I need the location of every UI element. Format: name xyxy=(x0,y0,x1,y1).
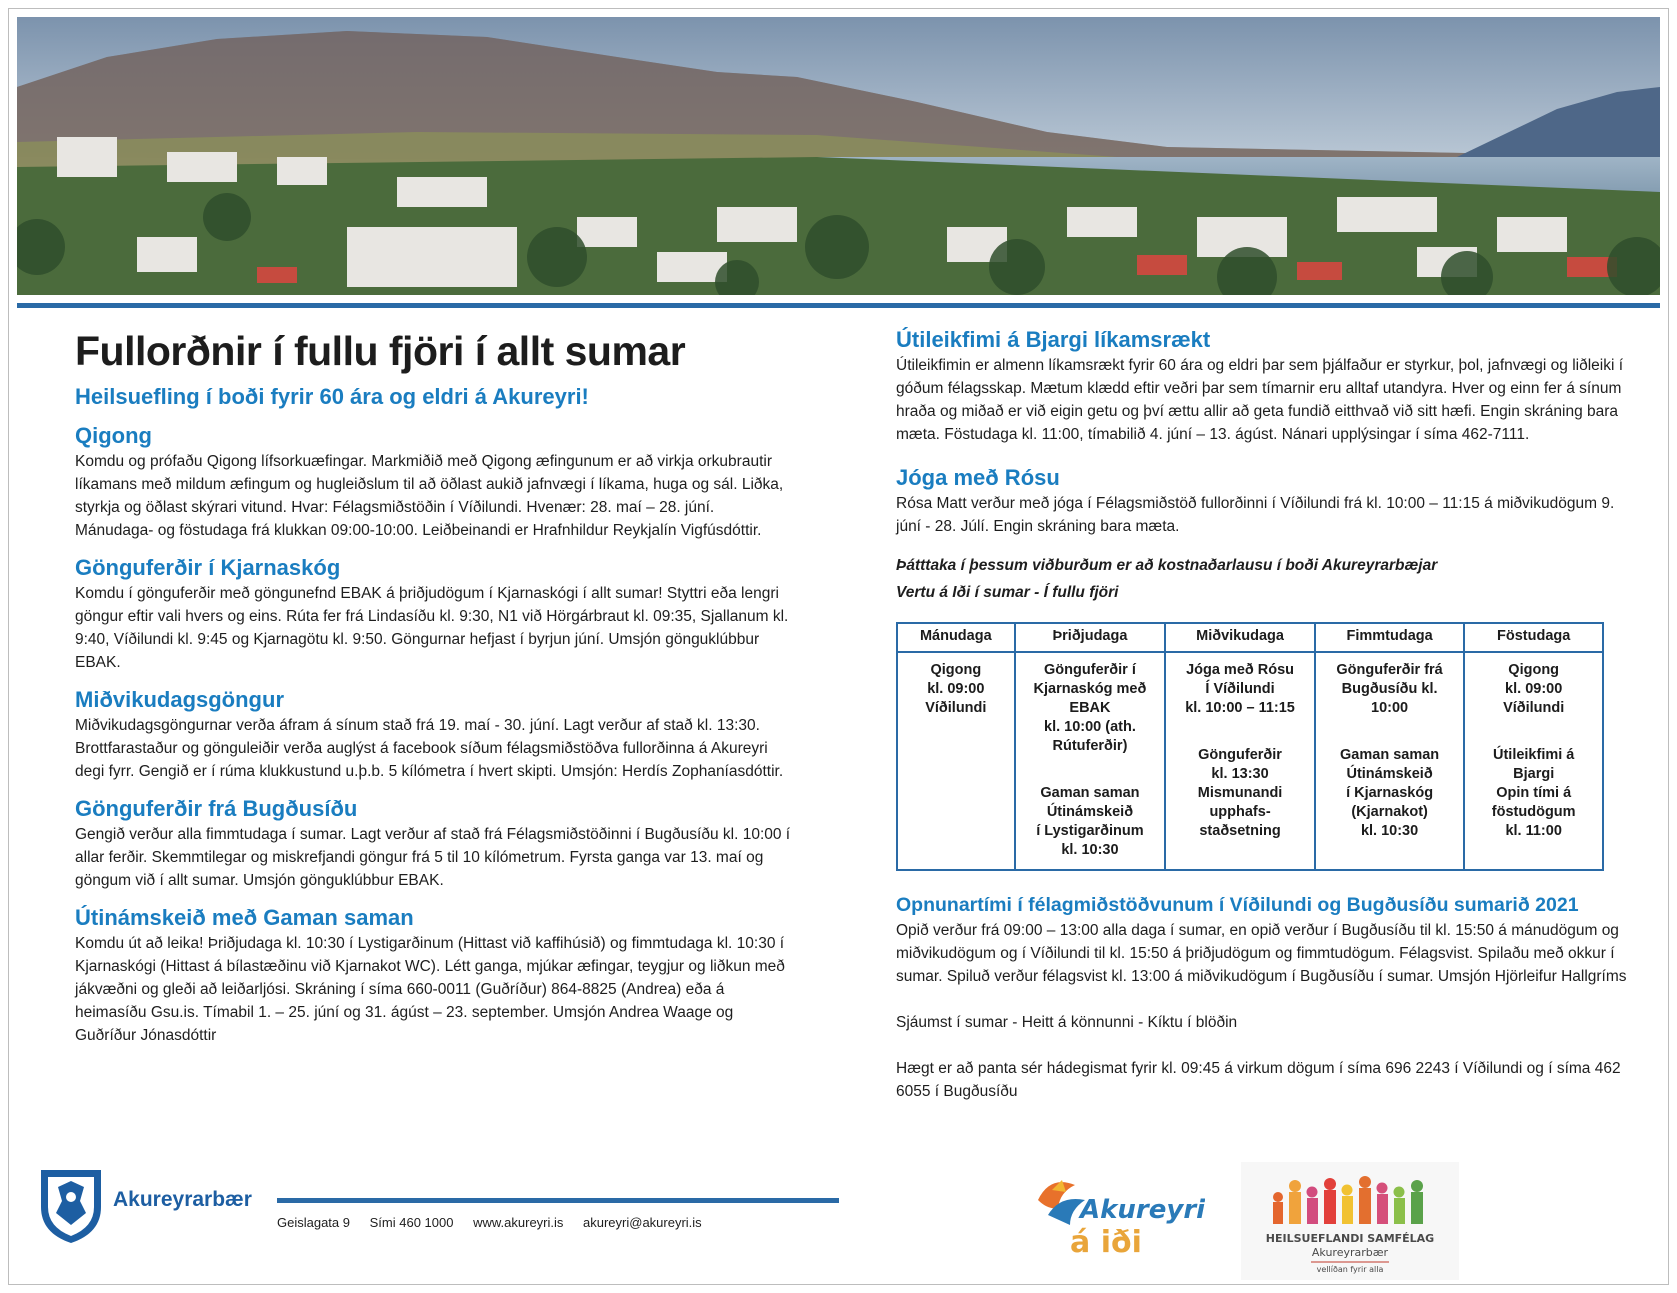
cell-line: EBAK xyxy=(1069,700,1111,716)
section-body: Komdu út að leika! Þriðjudaga kl. 10:30 í Lystigarðinum (Hittast við kaffihúsið) og fimmtudaga kl. 10:30 í Kjarnaskógi (Hittast á bílastæðinu við Kjarnakot WC). Létt ganga, mjúkar æfingar, teygjur og liðkun með jákvæðni og gleði að leiðarljósi. Skráning í síma 660-0011 (Guðríður) 864-8825 (Andrea) eða á heimasíðu Gsu.is. Tímabil 1. – 25. júní og 31. ágúst – 23. september. Umsjón Andrea Waage og Guðríður Jónasdóttir xyxy=(75,935,785,1044)
cell-line: Í Víðilundi xyxy=(1205,681,1275,697)
section-body: Komdu í gönguferðir með göngunefnd EBAK á þriðjudögum í Kjarnaskógi í allt sumar! Styttri eða lengri göngur eftir vali hvers og eins. Rúta fer frá Lindasíðu kl. 9:30, N1 við Hörgárbraut kl. 09:35, Sjallanum kl. 9:40, Víðilundi kl. 9:45 og Kjarnagötu kl. 9:50. Göngurnar hefjast í byrjun júní. Umsjón gönguklúbbur EBAK. xyxy=(75,585,789,671)
cell-line: kl. 11:00 xyxy=(1505,823,1562,839)
cell-line: (Kjarnakot) xyxy=(1351,804,1428,820)
cell-gap xyxy=(1022,770,1159,784)
cell-line: Gönguferðir í xyxy=(1044,662,1136,678)
cell-line: kl. 13:30 xyxy=(1211,766,1269,782)
cell-line: Kjarnaskóg með xyxy=(1033,681,1147,697)
top-divider xyxy=(17,303,1660,308)
schedule-cell-wed xyxy=(1165,652,1315,870)
schedule-header-fri: Föstudaga xyxy=(1464,623,1603,652)
cell-line: Jóga með Rósu xyxy=(1186,662,1295,678)
section-heading: Útinámskeið með Gaman saman xyxy=(75,905,414,930)
schedule-header-wed: Miðvikudaga xyxy=(1165,623,1315,652)
cell-line: kl. 09:00 xyxy=(1505,681,1563,697)
opening-line-3: Hægt er að panta sér hádegismat fyrir kl. 09:45 á virkum dögum í síma 696 2243 í Víðilundi og í síma 462 6055 í Bugðusíðu xyxy=(896,1060,1621,1100)
notice-line-1: Þátttaka í þessum viðburðum er að kostnaðarlausu í boði Akureyrarbæjar xyxy=(896,557,1438,574)
cell-line: Qigong xyxy=(1508,662,1560,678)
section-gonguferdir-bugdusidu xyxy=(75,795,795,892)
heilsueflandi-samfelag-logo xyxy=(1241,1162,1459,1280)
cell-line: kl. 10:00 (ath. xyxy=(1044,719,1136,735)
cell-line: Gaman saman xyxy=(1340,747,1440,763)
section-heading: Qigong xyxy=(75,423,152,448)
section-gonguferdir-kjarnaskog xyxy=(75,554,795,674)
cell-line: Víðilundi xyxy=(925,700,987,716)
logo-text-a-idi: á iði xyxy=(1070,1225,1142,1260)
cell-line: kl. 10:30 xyxy=(1360,823,1419,839)
cell-line: Gaman saman xyxy=(1040,785,1140,801)
cell-line: í Kjarnaskóg xyxy=(1346,785,1434,801)
schedule-cell-thu xyxy=(1315,652,1465,870)
section-utileikfimi xyxy=(896,326,1636,446)
section-body: Opið verður frá 09:00 – 13:00 alla daga í sumar, en opið verður í Bugðusíðu til kl. 15:50 á mánudögum og miðvikudögum og í Víðilundi til kl. 15:50 á þriðjudögum og fimmtudögum. Félagsvist. Spilaðu með okkur í sumar. Spiluð verður félagsvist kl. 13:00 á miðvikudögum í Bugðusíðu í sumar. Umsjón Hjörleifur Hallgríms xyxy=(896,922,1627,985)
section-qigong xyxy=(75,422,795,542)
schedule-cell-fri xyxy=(1464,652,1603,870)
cell-line: Gönguferðir frá xyxy=(1336,662,1443,678)
cell-line: kl. 10:30 xyxy=(1061,842,1119,858)
schedule-header-row xyxy=(897,623,1603,652)
cell-line: staðsetning xyxy=(1199,823,1281,839)
schedule-header-mon: Mánudaga xyxy=(897,623,1015,652)
banner-image xyxy=(17,17,1660,295)
opening-line-2: Sjáumst í sumar - Heitt á könnunni - Kíktu í blöðin xyxy=(896,1014,1238,1031)
footer-contact xyxy=(277,1215,718,1230)
akureyri-a-idi-logo xyxy=(1030,1170,1205,1260)
logo-text-heilsueflandi: HEILSUEFLANDI SAMFÉLAG xyxy=(1265,1232,1435,1245)
page-title: Fullorðnir í fullu fjöri í allt sumar xyxy=(75,328,686,374)
section-joga xyxy=(896,464,1636,538)
cell-line: í Lystigarðinum xyxy=(1036,823,1144,839)
section-heading: Gönguferðir í Kjarnaskóg xyxy=(75,555,341,580)
cell-line: Gönguferðir xyxy=(1198,747,1282,763)
right-column xyxy=(896,326,1636,1103)
schedule-table xyxy=(896,622,1604,871)
cell-gap xyxy=(1172,732,1308,746)
cell-line: Bjargi xyxy=(1513,766,1555,782)
cell-line: Útileikfimi á xyxy=(1492,747,1575,763)
left-column xyxy=(75,322,795,1047)
cell-line: kl. 09:00 xyxy=(927,681,985,697)
cell-line: kl. 10:00 – 11:15 xyxy=(1185,700,1295,716)
section-utinamskeid xyxy=(75,904,795,1047)
section-opening-hours xyxy=(896,891,1636,1103)
schedule-cell-tue xyxy=(1015,652,1166,870)
logo-text-akureyri: Akureyri xyxy=(1080,1195,1205,1225)
section-heading: Opnunartími í félagmiðstöðvunum í Víðilundi og Bugðusíðu sumarið 2021 xyxy=(896,894,1579,916)
akureyrarbaer-shield-icon xyxy=(38,1167,104,1245)
cell-line: Mismunandi xyxy=(1197,785,1283,801)
cell-line: Víðilundi xyxy=(1503,700,1565,716)
cell-gap xyxy=(1471,732,1596,746)
section-body: Miðvikudagsgöngurnar verða áfram á sínum stað frá 19. maí - 30. júní. Lagt verður af stað kl. 13:30. Brottfarastaður og gönguleiðir verða auglýst á facebook síðum félagsmiðstöðva fullorðinna á Akureyri degi fyrr. Gengið er í rúma klukkustund u.þ.b. 5 kílómetra í hvert skipti. Umsjón: Herdís Zophaníasdóttir. xyxy=(75,717,784,780)
schedule-cell-mon xyxy=(897,652,1015,870)
schedule-row xyxy=(897,652,1603,870)
page-subtitle: Heilsuefling í boði fyrir 60 ára og eldri á Akureyri! xyxy=(75,384,589,409)
cell-gap xyxy=(1172,718,1308,732)
cell-gap xyxy=(1322,718,1458,732)
section-body: Útileikfimin er almenn líkamsrækt fyrir 60 ára og eldri þar sem þjálfaður er styrkur, þol, jafnvægi og liðleiki í góðum félagsskap. Mætum klædd eftir veðri þar sem tímarnir eru alltaf utandyra. Hver og einn fer á sínum hraða og miðað er við eigin getu og því ættu allir að geta fundið eitthvað við sitt hæfi. Engin skráning bara mæta. Föstudaga kl. 11:00, tímabilið 4. júní – 13. ágúst. Nánari upplýsingar í síma 462-7111. xyxy=(896,357,1624,443)
section-heading: Útileikfimi á Bjargi líkamsrækt xyxy=(896,327,1211,352)
footer-phone: Sími 460 1000 xyxy=(369,1215,454,1230)
cell-line: Rútuferðir) xyxy=(1052,738,1128,754)
section-body: Gengið verður alla fimmtudaga í sumar. Lagt verður af stað frá Félagsmiðstöðinni í Bugðusíðu kl. 10:00 í allar ferðir. Skemmtilegar og miskrefjandi göngur frá 5 til 10 kílómetrum. Fyrsta ganga var 13. maí og göngum við í allt sumar. Umsjón gönguklúbbur EBAK. xyxy=(75,826,791,889)
logo-text-vellidan: vellíðan fyrir alla xyxy=(1316,1265,1384,1274)
cell-gap xyxy=(1322,732,1458,746)
schedule-header-tue: Þriðjudaga xyxy=(1015,623,1166,652)
section-heading: Jóga með Rósu xyxy=(896,465,1060,490)
cell-line: föstudögum xyxy=(1491,804,1576,820)
cell-gap xyxy=(1022,756,1159,770)
cell-line: upphafs- xyxy=(1209,804,1271,820)
footer-website-link[interactable]: www.akureyri.is xyxy=(473,1215,564,1230)
cell-line: Opin tími á xyxy=(1496,785,1572,801)
footer-address: Geislagata 9 xyxy=(277,1215,350,1230)
cell-line: Útinámskeið xyxy=(1046,804,1134,820)
section-body: Rósa Matt verður með jóga í Félagsmiðstöð fullorðinni í Víðilundi frá kl. 10:00 – 11:15 á miðvikudögum 9. júní - 28. Júlí. Engin skráning bara mæta. xyxy=(896,495,1615,535)
section-midvikudagsgongur xyxy=(75,686,795,783)
notice xyxy=(896,552,1636,606)
footer-email-link[interactable]: akureyri@akureyri.is xyxy=(583,1215,702,1230)
cell-line: Bugðusíðu kl. xyxy=(1341,681,1438,697)
notice-line-2: Vertu á Iði í sumar - Í fullu fjöri xyxy=(896,584,1119,601)
org-name: Akureyrarbær xyxy=(113,1188,252,1211)
bottom-divider xyxy=(277,1198,839,1203)
cell-line: Qigong xyxy=(930,662,982,678)
section-body: Komdu og prófaðu Qigong lífsorkuæfingar. Markmiðið með Qigong æfingunum er að virkja orkubrautir líkamans með mildum æfingum og hugleiðslum til að öðlast aukið jafnvægi í líkama, huga og sál. Liðka, styrkja og öðlast skýrari vitund. Hvar: Félagsmiðstöðin í Víðilundi. Hvenær: 28. maí – 28. júní. Mánudaga- og föstudaga frá klukkan 09:00-10:00. Leiðbeinandi er Hrafnhildur Reykjalín Vigfúsdóttir. xyxy=(75,453,784,539)
cell-gap xyxy=(1471,718,1596,732)
section-heading: Miðvikudagsgöngur xyxy=(75,687,284,712)
section-heading: Gönguferðir frá Bugðusíðu xyxy=(75,796,358,821)
logo-text-akureyrarbaer: Akureyrarbær xyxy=(1311,1246,1389,1259)
cell-line: 10:00 xyxy=(1371,700,1409,716)
people-figures-icon xyxy=(1273,1176,1423,1224)
schedule-header-thu: Fimmtudaga xyxy=(1315,623,1465,652)
cell-line: Útinámskeið xyxy=(1346,766,1433,782)
